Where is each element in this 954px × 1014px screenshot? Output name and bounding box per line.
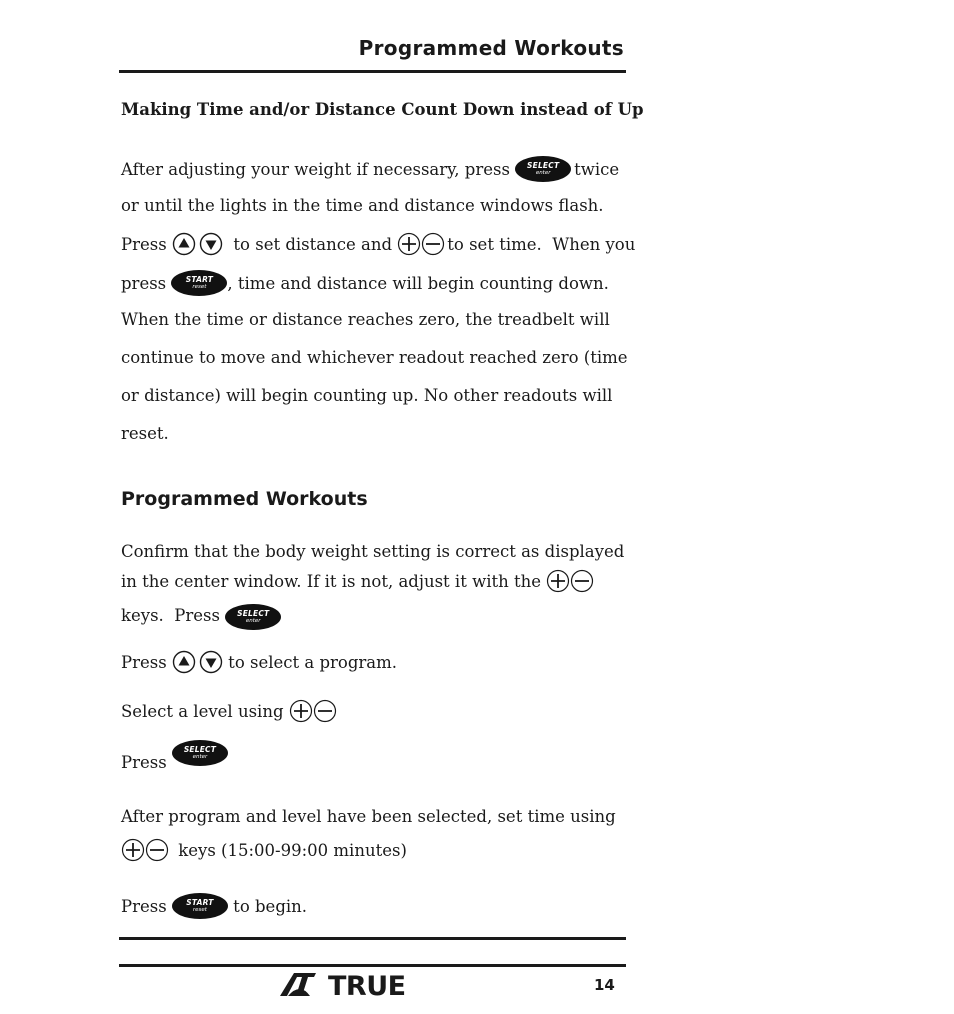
select-enter-button-icon: SELECT enter	[225, 604, 281, 630]
plus-icon	[121, 838, 145, 862]
paragraph-line: press START reset , time and distance will begin counting down.	[121, 270, 609, 296]
paragraph-line: or until the lights in the time and distance windows flash.	[121, 196, 604, 215]
start-reset-button-icon: START reset	[172, 893, 228, 919]
page-header-title: Programmed Workouts	[358, 36, 624, 60]
paragraph-line: Press to set distance and to set time. When you	[121, 232, 635, 256]
paragraph-line: When the time or distance reaches zero, the treadbelt will	[121, 310, 610, 329]
paragraph-line: Select a level using	[121, 699, 337, 723]
plus-icon	[289, 699, 313, 723]
paragraph-line: reset.	[121, 424, 169, 443]
start-reset-button-icon: START reset	[171, 270, 227, 296]
footer-rule-top	[119, 937, 626, 940]
minus-icon	[570, 569, 594, 593]
paragraph-line: or distance) will begin counting up. No other readouts will	[121, 386, 613, 405]
footer-rule-bottom	[119, 964, 626, 967]
section-heading-countdown: Making Time and/or Distance Count Down instead of Up	[121, 100, 644, 119]
page-number: 14	[594, 976, 615, 994]
svg-text:TRUE: TRUE	[328, 972, 406, 996]
up-arrow-icon	[172, 232, 196, 256]
select-enter-button-icon: SELECT enter	[515, 156, 571, 182]
plus-icon	[397, 232, 421, 256]
plus-icon	[546, 569, 570, 593]
paragraph-line: After program and level have been selected, set time using	[121, 807, 616, 826]
paragraph-line: Press SELECT enter	[121, 742, 228, 772]
true-logo	[280, 972, 434, 1000]
header-rule	[119, 70, 626, 73]
paragraph-line: After adjusting your weight if necessary, press SELECT enter twice	[121, 156, 619, 182]
down-arrow-icon	[199, 232, 223, 256]
minus-icon	[145, 838, 169, 862]
paragraph-line: keys. Press SELECT enter	[121, 601, 281, 630]
paragraph-line: Press to select a program.	[121, 650, 397, 674]
minus-icon	[313, 699, 337, 723]
minus-icon	[421, 232, 445, 256]
paragraph-line: Confirm that the body weight setting is correct as displayed	[121, 542, 625, 561]
paragraph-line: keys (15:00-99:00 minutes)	[121, 838, 407, 862]
select-enter-button-icon: SELECT enter	[172, 740, 228, 766]
down-arrow-icon	[199, 650, 223, 674]
section-heading-programmed-workouts: Programmed Workouts	[121, 488, 368, 510]
paragraph-line: continue to move and whichever readout reached zero (time	[121, 348, 628, 367]
up-arrow-icon	[172, 650, 196, 674]
paragraph-line: Press START reset to begin.	[121, 893, 307, 919]
paragraph-line: in the center window. If it is not, adjust it with the	[121, 569, 594, 593]
